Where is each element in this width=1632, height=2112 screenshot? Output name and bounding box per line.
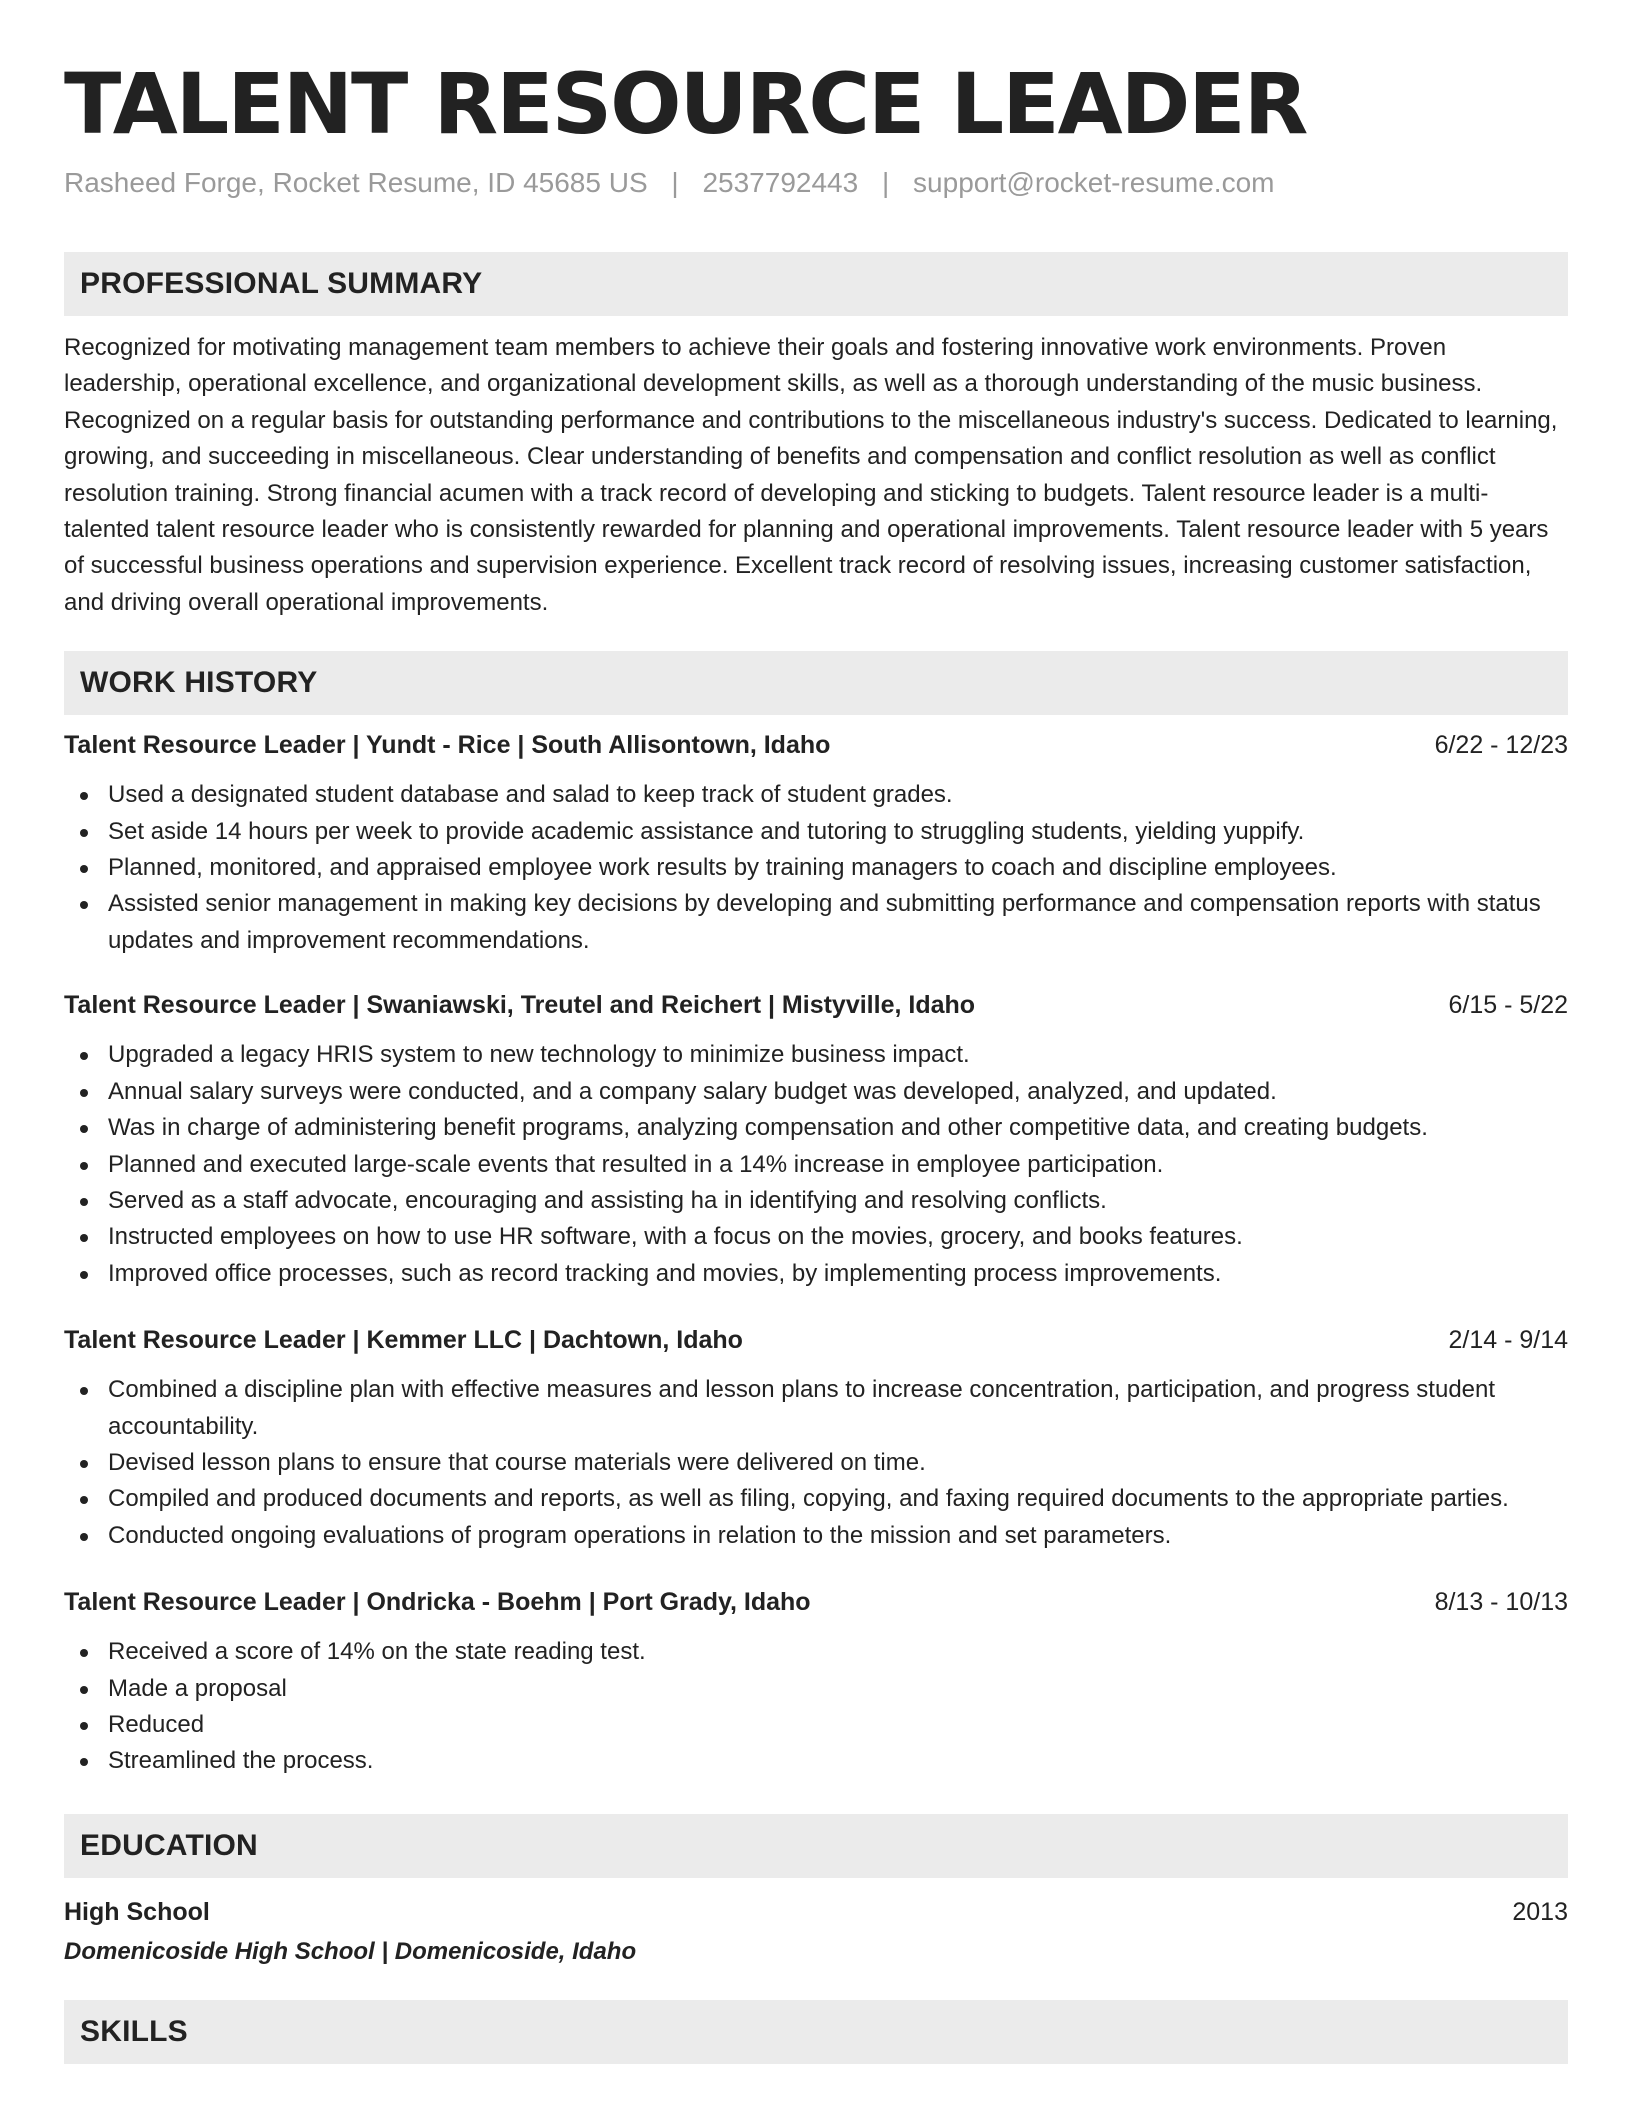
contact-phone: 2537792443 xyxy=(702,167,859,198)
job-bullet-text: Annual salary surveys were conducted, and a company salary budget was developed, analyzed, and updated. xyxy=(108,1077,1277,1105)
bullet-dot-icon xyxy=(80,865,88,873)
bullet-dot-icon xyxy=(80,1533,88,1541)
summary-text: Recognized for motivating management team members to achieve their goals and fostering innovative work environments. Proven leadership, operational excellence, and organizational development skills, as well as a thorough understanding of the music business. Recognized on a regular basis for outstanding performance and contributions to the miscellaneous industry's success. Dedicated to learning, growing, and succeeding in miscellaneous. Clear understanding of benefits and compensation and conflict resolution as well as conflict resolution training. Strong financial acumen with a track record of developing and sticking to budgets. Talent resource leader is a multi-talented talent resource leader who is consistently rewarded for planning and operational improvements. Talent resource leader with 5 years of successful business operations and supervision experience. Excellent track record of resolving issues, increasing customer satisfaction, and driving overall operational improvements. xyxy=(64,334,1558,616)
job-bullet xyxy=(64,1219,1568,1255)
job-bullet xyxy=(64,1518,1568,1554)
education-year: 2013 xyxy=(1512,1897,1568,1926)
job-bullet xyxy=(64,1743,1568,1779)
job-bullet xyxy=(64,1481,1568,1517)
job-title: Talent Resource Leader | Ondricka - Boehm | Port Grady, Idaho xyxy=(64,1588,811,1617)
section-heading-summary: PROFESSIONAL SUMMARY xyxy=(64,252,1568,316)
bullet-dot-icon xyxy=(80,1649,88,1657)
job-bullet xyxy=(64,1183,1568,1219)
section-heading-education: EDUCATION xyxy=(64,1814,1568,1878)
contact-separator: | xyxy=(881,167,890,198)
job-bullet xyxy=(64,1372,1568,1445)
bullet-dot-icon xyxy=(80,1234,88,1242)
job-bullet xyxy=(64,1256,1568,1292)
job-bullet-text: Reduced xyxy=(108,1710,205,1738)
bullet-dot-icon xyxy=(80,1052,88,1060)
job-entry xyxy=(64,1322,1568,1554)
job-bullet-list xyxy=(64,1634,1568,1780)
bullet-dot-icon xyxy=(80,901,88,909)
job-bullet xyxy=(64,1110,1568,1146)
contact-line xyxy=(64,166,1568,200)
job-header xyxy=(64,987,1568,1023)
job-bullet xyxy=(64,886,1568,959)
job-bullet xyxy=(64,1634,1568,1670)
job-bullet-text: Improved office processes, such as record tracking and movies, by implementing process improvements. xyxy=(108,1259,1222,1287)
job-bullet-text: Used a designated student database and salad to keep track of student grades. xyxy=(108,781,953,809)
job-bullet-text: Made a proposal xyxy=(108,1674,287,1702)
bullet-dot-icon xyxy=(80,1460,88,1468)
job-dates: 2/14 - 9/14 xyxy=(1448,1326,1568,1355)
job-bullet-text: Received a score of 14% on the state reading test. xyxy=(108,1638,646,1666)
job-bullet-list xyxy=(64,1372,1568,1554)
education-degree: High School xyxy=(64,1897,210,1926)
job-bullet-text: Was in charge of administering benefit programs, analyzing compensation and other competitive data, and creating budgets. xyxy=(108,1114,1428,1142)
job-bullet-text: Planned and executed large-scale events that resulted in a 14% increase in employee participation. xyxy=(108,1150,1164,1178)
section-heading-work-history: WORK HISTORY xyxy=(64,651,1568,715)
job-bullet-text: Conducted ongoing evaluations of program operations in relation to the mission and set parameters. xyxy=(108,1521,1172,1549)
job-bullet-text: Streamlined the process. xyxy=(108,1747,374,1775)
education-school: Domenicoside High School | Domenicoside, Idaho xyxy=(64,1937,637,1965)
job-bullet xyxy=(64,1445,1568,1481)
job-bullet-list xyxy=(64,1037,1568,1292)
job-entry xyxy=(64,1584,1568,1780)
job-bullet xyxy=(64,777,1568,813)
job-bullet xyxy=(64,1707,1568,1743)
job-bullet xyxy=(64,1147,1568,1183)
work-history-list xyxy=(64,727,1568,1780)
bullet-dot-icon xyxy=(80,1496,88,1504)
job-bullet xyxy=(64,850,1568,886)
bullet-dot-icon xyxy=(80,1089,88,1097)
job-bullet-list xyxy=(64,777,1568,959)
bullet-dot-icon xyxy=(80,1125,88,1133)
job-bullet-text: Combined a discipline plan with effective measures and lesson plans to increase concentration, participation, and progress student accountability. xyxy=(108,1376,1496,1440)
bullet-dot-icon xyxy=(80,1198,88,1206)
job-header xyxy=(64,1322,1568,1358)
job-title: Talent Resource Leader | Yundt - Rice | South Allisontown, Idaho xyxy=(64,731,831,760)
job-bullet-text: Assisted senior management in making key decisions by developing and submitting performance and compensation reports with status updates and improvement recommendations. xyxy=(108,890,1541,954)
bullet-dot-icon xyxy=(80,1686,88,1694)
job-header xyxy=(64,727,1568,763)
job-bullet-text: Compiled and produced documents and reports, as well as filing, copying, and faxing required documents to the appropriate parties. xyxy=(108,1485,1509,1513)
bullet-dot-icon xyxy=(80,1722,88,1730)
job-bullet-text: Devised lesson plans to ensure that course materials were delivered on time. xyxy=(108,1448,926,1476)
bullet-dot-icon xyxy=(80,829,88,837)
job-entry xyxy=(64,987,1568,1292)
job-bullet-text: Set aside 14 hours per week to provide academic assistance and tutoring to struggling students, yielding yuppify. xyxy=(108,817,1305,845)
job-bullet xyxy=(64,1037,1568,1073)
bullet-dot-icon xyxy=(80,1758,88,1766)
job-bullet-text: Upgraded a legacy HRIS system to new technology to minimize business impact. xyxy=(108,1041,970,1069)
contact-separator: | xyxy=(671,167,679,198)
job-bullet-text: Planned, monitored, and appraised employee work results by training managers to coach and discipline employees. xyxy=(108,854,1337,882)
resume-title: TALENT RESOURCE LEADER xyxy=(64,55,1307,153)
job-dates: 6/15 - 5/22 xyxy=(1448,991,1568,1020)
job-bullet xyxy=(64,1671,1568,1707)
contact-email: support@rocket-resume.com xyxy=(913,167,1275,198)
bullet-dot-icon xyxy=(80,1387,88,1395)
job-bullet-text: Served as a staff advocate, encouraging and assisting ha in identifying and resolving conflicts. xyxy=(108,1186,1107,1214)
job-bullet xyxy=(64,814,1568,850)
job-title: Talent Resource Leader | Swaniawski, Treutel and Reichert | Mistyville, Idaho xyxy=(64,991,976,1020)
bullet-dot-icon xyxy=(80,1271,88,1279)
contact-address: Rasheed Forge, Rocket Resume, ID 45685 US xyxy=(64,167,648,198)
job-bullet xyxy=(64,1074,1568,1110)
section-heading-skills: SKILLS xyxy=(64,2000,1568,2064)
job-header xyxy=(64,1584,1568,1620)
job-bullet-text: Instructed employees on how to use HR software, with a focus on the movies, grocery, and books features. xyxy=(108,1223,1243,1251)
job-title: Talent Resource Leader | Kemmer LLC | Dachtown, Idaho xyxy=(64,1326,743,1355)
bullet-dot-icon xyxy=(80,792,88,800)
bullet-dot-icon xyxy=(80,1162,88,1170)
job-dates: 6/22 - 12/23 xyxy=(1434,731,1568,760)
education-row xyxy=(64,1894,1568,1930)
job-dates: 8/13 - 10/13 xyxy=(1434,1588,1568,1617)
job-entry xyxy=(64,727,1568,959)
